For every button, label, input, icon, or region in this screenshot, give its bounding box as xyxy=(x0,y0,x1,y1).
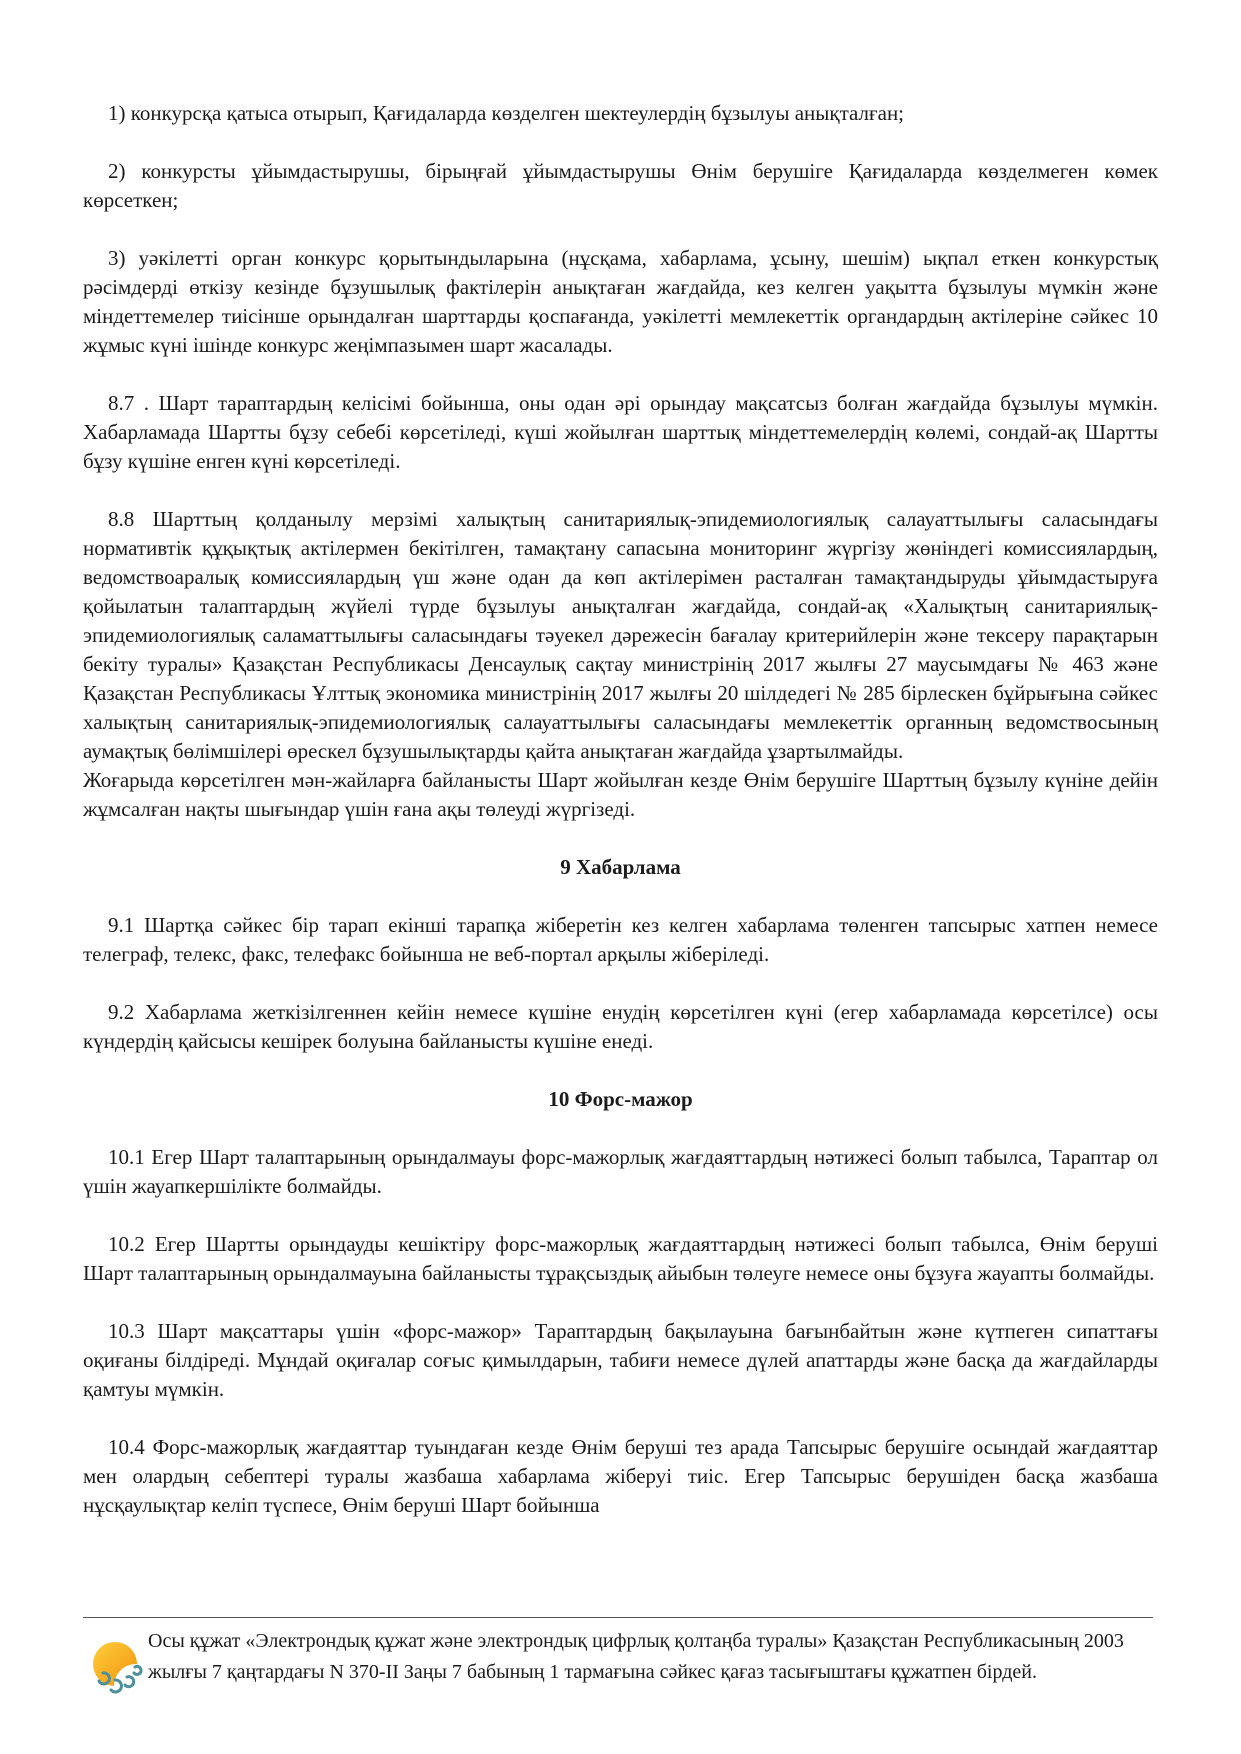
paragraph: 10.3 Шарт мақсаттары үшін «форс-мажор» Тараптардың бақылауына бағынбайтын және күтпеген сипаттағы оқиғаны білдіреді. Мұндай оқиғалар соғыс қимылдарын, табиғи немесе дүлей апаттарды және басқа да жағдайларды қамтуы мүмкін. xyxy=(83,1319,1158,1401)
paragraph: 8.7 . Шарт тараптардың келісімі бойынша, оны одан әрі орындау мақсатсыз болған жағдайда бұзылуы мүмкін. Хабарламада Шартты бұзу себебі көрсетіледі, күші жойылған шарттық міндеттемелердің көлемі, сондай-ақ Шартты бұзу күшіне енген күні көрсетіледі. xyxy=(83,391,1158,473)
paragraph: 8.8 Шарттың қолданылу мерзімі халықтың санитариялық-эпидемиологиялық салауаттылығы саласындағы нормативтік құқықтық актілермен бекітілген, тамақтану сапасына мониторинг жүргізу жөніндегі комиссиялардың, ведомствоаралық комиссиялардың үш және одан да көп актілерімен расталған тамақтандыруды ұйымдастыруға қойылатын талаптардың жүйелі түрде бұзылуы анықталған жағдайда, сондай-ақ «Халықтың санитариялық-эпидемиологиялық саламаттылығы саласындағы тәуекел дәрежесін бағалау критерийлерін және тексеру парақтарын бекіту туралы» Қазақстан Республикасы Денсаулық сақтау министрінің 2017 жылғы 27 маусымдағы № 463 және Қазақстан Республикасы Ұлттық экономика министрінің 2017 жылғы 20 шілдедегі № 285 бірлескен бұйрығына сәйкес халықтың санитариялық-эпидемиологиялық салауаттылығы саласындағы мемлекеттік органның ведомствосының аумақтық бөлімшілері өрескел бұзушылықтарды қайта анықтаған жағдайда ұзартылмайды. xyxy=(83,507,1158,763)
document-body xyxy=(83,99,1158,1549)
paragraph: 3) уәкілетті орган конкурс қорытындыларына (нұсқама, хабарлама, ұсыну, шешім) ықпал еткен конкурстық рәсімдерді өткізу кезінде бұзушылық фактілерін анықтаған жағдайда, кез келген уақытта бұзылуы мүмкін және міндеттемелер тиісінше орындалған шарттарды қоспағанда, уәкілетті мемлекеттік органдардың актілеріне сәйкес 10 жұмыс күні ішінде конкурс жеңімпазымен шарт жасалады. xyxy=(83,246,1158,357)
paragraph: 10.4 Форс-мажорлық жағдаяттар туындаған кезде Өнім беруші тез арада Тапсырыс берушіге осындай жағдаяттар мен олардың себептері туралы жазбаша хабарлама жіберуі тиіс. Егер Тапсырыс берушіден басқа жазбаша нұсқаулықтар келіп түспесе, Өнім беруші Шарт бойынша xyxy=(83,1435,1158,1517)
paragraph: Жоғарыда көрсетілген мән-жайларға байланысты Шарт жойылған кезде Өнім берушіге Шарттың бұзылу күніне дейін жұмсалған нақты шығындар үшін ғана ақы төлеуді жүргізеді. xyxy=(83,768,1158,821)
paragraph: 9.2 Хабарлама жеткізілгеннен кейін немесе күшіне енудің көрсетілген күні (егер хабарламада көрсетілсе) осы күндердің қайсысы кешірек болуына байланысты күшіне енеді. xyxy=(83,1000,1158,1053)
section-heading: 9 Хабарлама xyxy=(560,855,681,879)
esignature-stamp-icon xyxy=(90,1640,144,1698)
footer-divider xyxy=(83,1617,1153,1618)
paragraph: 10.2 Егер Шартты орындауды кешіктіру форс-мажорлық жағдаяттардың нәтижесі болып табылса, Өнім беруші Шарт талаптарының орындалмауына байланысты тұрақсыздық айыбын төлеуге немесе оны бұзуға жауапты болмайды. xyxy=(83,1232,1158,1285)
footer-legal-note: Осы құжат «Электрондық құжат және электрондық цифрлық қолтаңба туралы» Қазақстан Республикасының 2003 жылғы 7 қаңтардағы N 370-II Заңы 7 бабының 1 тармағына сәйкес қағаз тасығыштағы құжатпен бірдей. xyxy=(148,1630,1124,1683)
paragraph: 10.1 Егер Шарт талаптарының орындалмауы форс-мажорлық жағдаяттардың нәтижесі болып табылса, Тараптар ол үшін жауапкершілікте болмайды. xyxy=(83,1145,1158,1198)
paragraph: 2) конкурсты ұйымдастырушы, бірыңғай ұйымдастырушы Өнім берушіге Қағидаларда көзделмеген көмек көрсеткен; xyxy=(83,159,1158,212)
section-heading: 10 Форс-мажор xyxy=(548,1087,693,1111)
paragraph: 9.1 Шартқа сәйкес бір тарап екінші тарапқа жіберетін кез келген хабарлама төленген тапсырыс хатпен немесе телеграф, телекс, факс, телефакс бойынша не веб-портал арқылы жіберіледі. xyxy=(83,913,1158,966)
paragraph: 1) конкурсқа қатыса отырып, Қағидаларда көзделген шектеулердің бұзылуы анықталған; xyxy=(108,101,905,125)
